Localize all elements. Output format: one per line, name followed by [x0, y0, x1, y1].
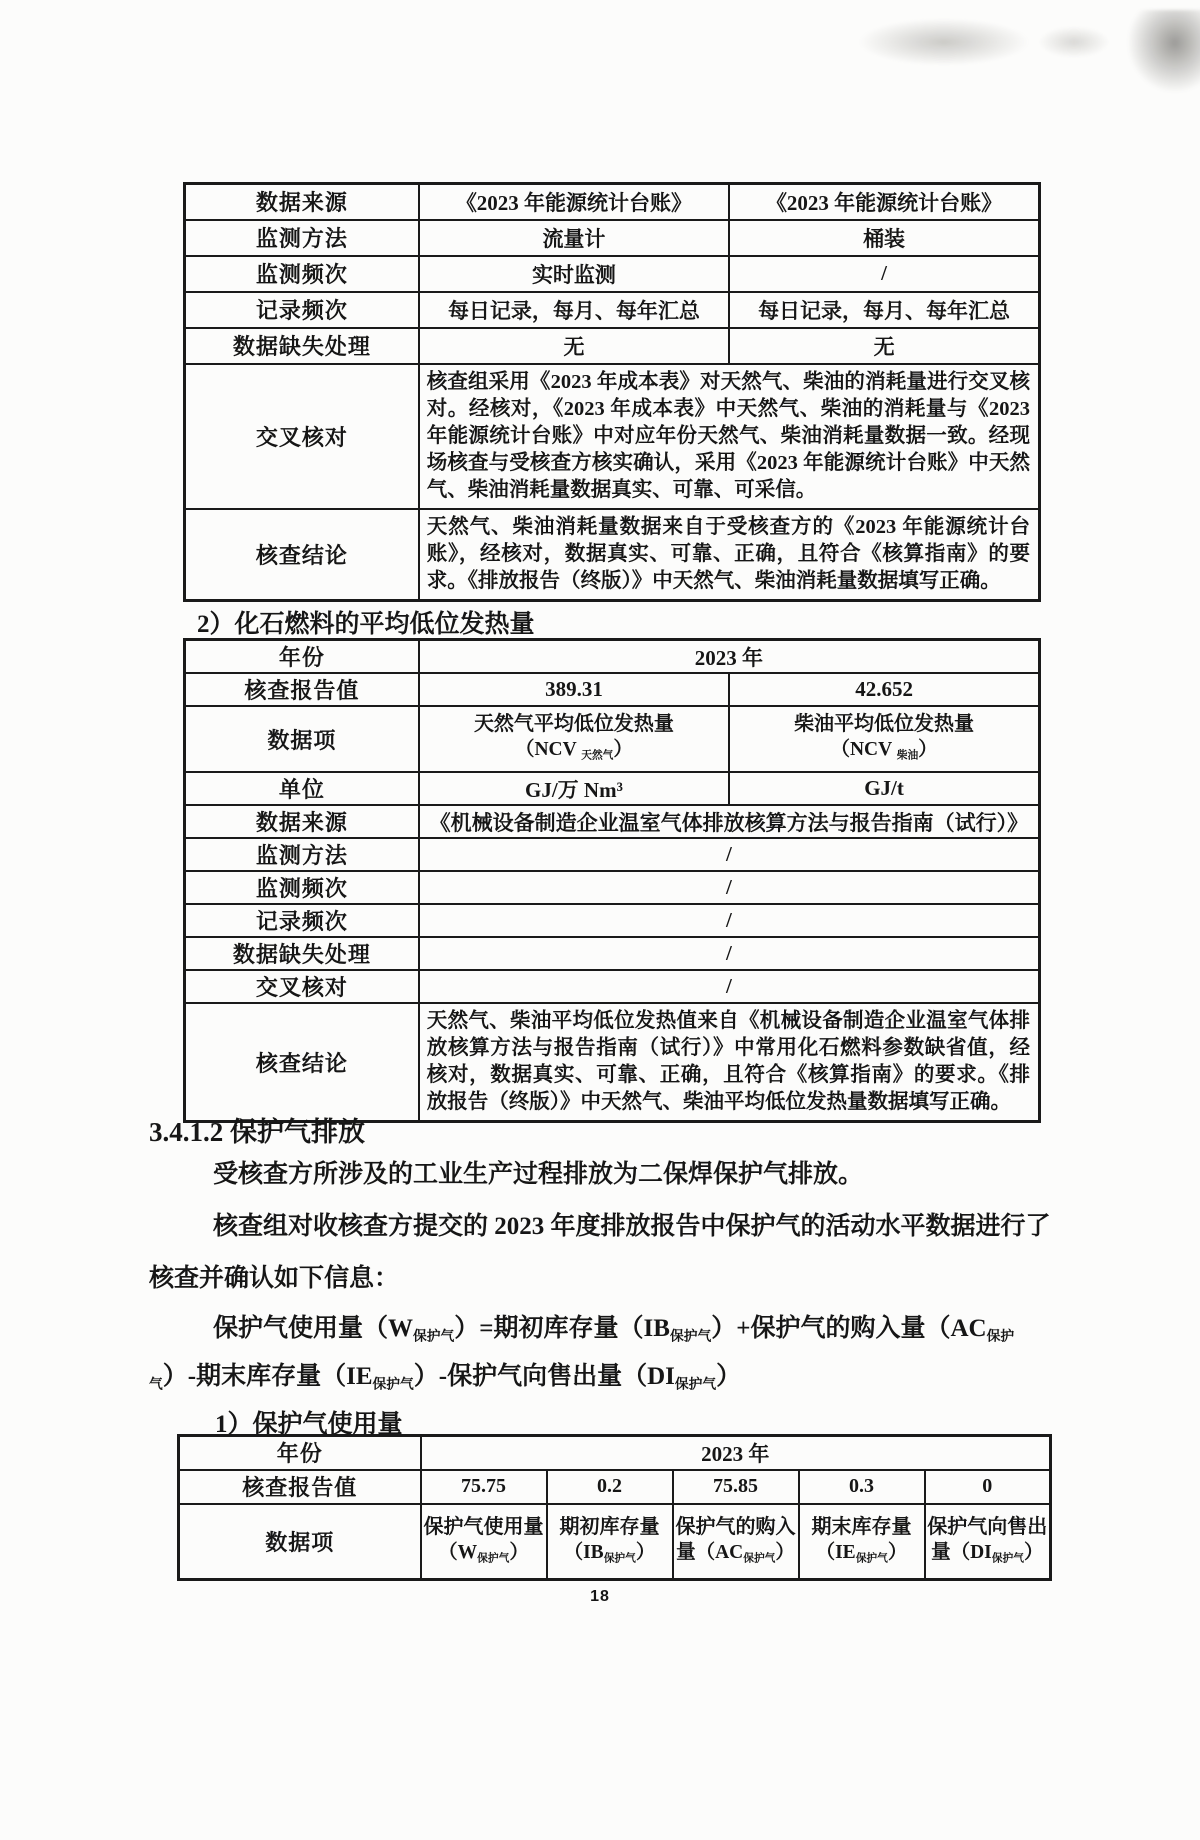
- cell-value: [729, 706, 1039, 772]
- cell-value: 《2023 年能源统计台账》: [729, 184, 1039, 220]
- row-label: 交叉核对: [185, 970, 419, 1003]
- cell-value: 流量计: [419, 220, 729, 256]
- cell-value: [419, 706, 729, 772]
- cell-value: 0: [925, 1470, 1051, 1504]
- table-row: [179, 1436, 1051, 1470]
- paragraph: 受核查方所涉及的工业生产过程排放为二保焊保护气排放。: [213, 1161, 864, 1188]
- table-row: [185, 509, 1040, 601]
- row-label: 记录频次: [185, 292, 419, 328]
- table-row: [185, 673, 1040, 706]
- table-row: [185, 871, 1040, 904]
- subsection-heading: 1）保护气使用量: [215, 1411, 403, 1438]
- cell-value: /: [419, 970, 1040, 1003]
- row-label: 数据缺失处理: [185, 328, 419, 364]
- cell-value: [421, 1504, 547, 1580]
- row-label: 单位: [185, 772, 419, 805]
- row-label: 监测方法: [185, 838, 419, 871]
- cell-value: [673, 1504, 799, 1580]
- row-label: 记录频次: [185, 904, 419, 937]
- cell-value: 每日记录，每月、每年汇总: [419, 292, 729, 328]
- cell-value: 无: [729, 328, 1039, 364]
- row-label: 数据项: [185, 706, 419, 772]
- table-row: [185, 292, 1040, 328]
- fossil-fuel-ncv-table: [183, 638, 1041, 1123]
- cell-value: /: [419, 871, 1040, 904]
- cell-value: 实时监测: [419, 256, 729, 292]
- cell-value: /: [419, 838, 1040, 871]
- cell-value: 《机械设备制造企业温室气体排放核算方法与报告指南（试行）》: [419, 805, 1040, 838]
- table-row: [185, 904, 1040, 937]
- cell-value: [925, 1504, 1051, 1580]
- data-item-symbol: （NCV $_{天然气}$）: [514, 739, 633, 762]
- cell-value: 0.2: [547, 1470, 673, 1504]
- table-row: [185, 706, 1040, 772]
- table-row: [185, 838, 1040, 871]
- data-item-symbol: 量$(AC_{保护气})$: [676, 1541, 795, 1564]
- cell-value: /: [729, 256, 1039, 292]
- cell-value: /: [419, 904, 1040, 937]
- fuel-consumption-verification-table: [183, 182, 1041, 602]
- table-row: [185, 364, 1040, 509]
- data-item-symbol: 量$(DI_{保护气})$: [931, 1541, 1044, 1564]
- row-label: 核查结论: [185, 509, 419, 601]
- row-label: 数据来源: [185, 184, 419, 220]
- section-heading: 3.4.1.2 保护气排放: [149, 1117, 365, 1147]
- cell-value: 75.75: [421, 1470, 547, 1504]
- fossil-fuel-ncv-heading: 2）化石燃料的平均低位发热量: [197, 611, 535, 638]
- data-item-name: 保护气的购入: [675, 1515, 796, 1538]
- row-label: 数据来源: [185, 805, 419, 838]
- cell-value: 0.3: [799, 1470, 925, 1504]
- data-item-name: 柴油平均低位发热量: [794, 713, 975, 736]
- paragraph: 核查组对收核查方提交的 2023 年度排放报告中保护气的活动水平数据进行了: [213, 1213, 1051, 1240]
- row-label: 核查报告值: [179, 1470, 421, 1504]
- table-row: [185, 184, 1040, 220]
- row-label: 交叉核对: [185, 364, 419, 509]
- data-item-name: 期末库存量: [811, 1515, 912, 1538]
- cell-value: 389.31: [419, 673, 729, 706]
- cell-value: 75.85: [673, 1470, 799, 1504]
- table-row: [185, 937, 1040, 970]
- conclusion-text: 天然气、柴油平均低位发热值来自《机械设备制造企业温室气体排放核算方法与报告指南（试行）》中常用化石燃料参数缺省值，经核对，数据真实、可靠、正确，且符合《核算指南》的要求。《排放报告（终版）》中天然气、柴油平均低位发热量数据填写正确。: [419, 1003, 1040, 1122]
- table-row: [185, 328, 1040, 364]
- shielding-gas-usage-table: [177, 1434, 1052, 1581]
- table-row: [185, 1003, 1040, 1122]
- scan-smudge: [1038, 26, 1110, 58]
- cell-value: 42.652: [729, 673, 1039, 706]
- data-item-symbol: $(W_{保护气})$: [438, 1541, 529, 1564]
- paragraph: 核查并确认如下信息：: [149, 1265, 400, 1292]
- data-item-symbol: $(IB_{保护气})$: [563, 1541, 656, 1564]
- row-label: 监测频次: [185, 871, 419, 904]
- cell-value: 桶装: [729, 220, 1039, 256]
- data-item-symbol: $(IE_{保护气})$: [815, 1541, 908, 1564]
- cell-value: [799, 1504, 925, 1580]
- cell-value: [547, 1504, 673, 1580]
- row-label: 核查结论: [185, 1003, 419, 1122]
- scan-smudge: [1128, 10, 1200, 92]
- table-row: [185, 805, 1040, 838]
- row-label: 监测方法: [185, 220, 419, 256]
- cell-value: /: [419, 937, 1040, 970]
- row-label: 监测频次: [185, 256, 419, 292]
- data-item-symbol: （NCV $_{柴油}$）: [830, 739, 938, 762]
- cell-value: 无: [419, 328, 729, 364]
- page-number: 18: [590, 1588, 610, 1605]
- cell-value: 每日记录，每月、每年汇总: [729, 292, 1039, 328]
- row-label: 核查报告值: [185, 673, 419, 706]
- table-row: [185, 256, 1040, 292]
- data-item-name: 保护气使用量: [423, 1515, 544, 1538]
- row-label: 数据缺失处理: [185, 937, 419, 970]
- row-label: 年份: [179, 1436, 421, 1470]
- data-item-name: 保护气向售出: [927, 1515, 1048, 1538]
- shielding-gas-formula-line1: 保护气使用量$(W_{保护气})=$期初库存量$(IB_{保护气})+$保护气的购入量（$AC_{保护}$: [213, 1315, 1015, 1344]
- data-item-name: 期初库存量: [559, 1515, 660, 1538]
- table-row: [185, 970, 1040, 1003]
- scan-smudge: [858, 18, 1030, 66]
- cell-value: GJ/t: [729, 772, 1039, 805]
- table-row: [185, 220, 1040, 256]
- cell-value: GJ/万 Nm³: [419, 772, 729, 805]
- row-label: 年份: [185, 640, 419, 674]
- table-row: [185, 772, 1040, 805]
- shielding-gas-formula-line2: $_气$）-期末库存量$(IE_{保护气})-$保护气向售出量$(DI_{保护气})$: [149, 1363, 742, 1392]
- table-row: [185, 640, 1040, 674]
- table-row: [179, 1504, 1051, 1580]
- conclusion-text: 天然气、柴油消耗量数据来自于受核查方的《2023 年能源统计台账》，经核对，数据真实、可靠、正确，且符合《核算指南》的要求。《排放报告（终版）》中天然气、柴油消耗量数据填写正确。: [419, 509, 1040, 601]
- table-row: [179, 1470, 1051, 1504]
- cell-value: 2023 年: [421, 1436, 1051, 1470]
- data-item-name: 天然气平均低位发热量: [473, 713, 674, 736]
- row-label: 数据项: [179, 1504, 421, 1580]
- cell-value: 《2023 年能源统计台账》: [419, 184, 729, 220]
- cell-value: 2023 年: [419, 640, 1040, 674]
- cross-check-text: 核查组采用《2023 年成本表》对天然气、柴油的消耗量进行交叉核对。经核对，《2023 年成本表》中天然气、柴油的消耗量与《2023 年能源统计台账》中对应年份天然气、柴油消耗量数据一致。经现场核查与受核查方核实确认，采用《2023 年能源统计台账》中天然气、柴油消耗量数据真实、可靠、可采信。: [419, 364, 1040, 509]
